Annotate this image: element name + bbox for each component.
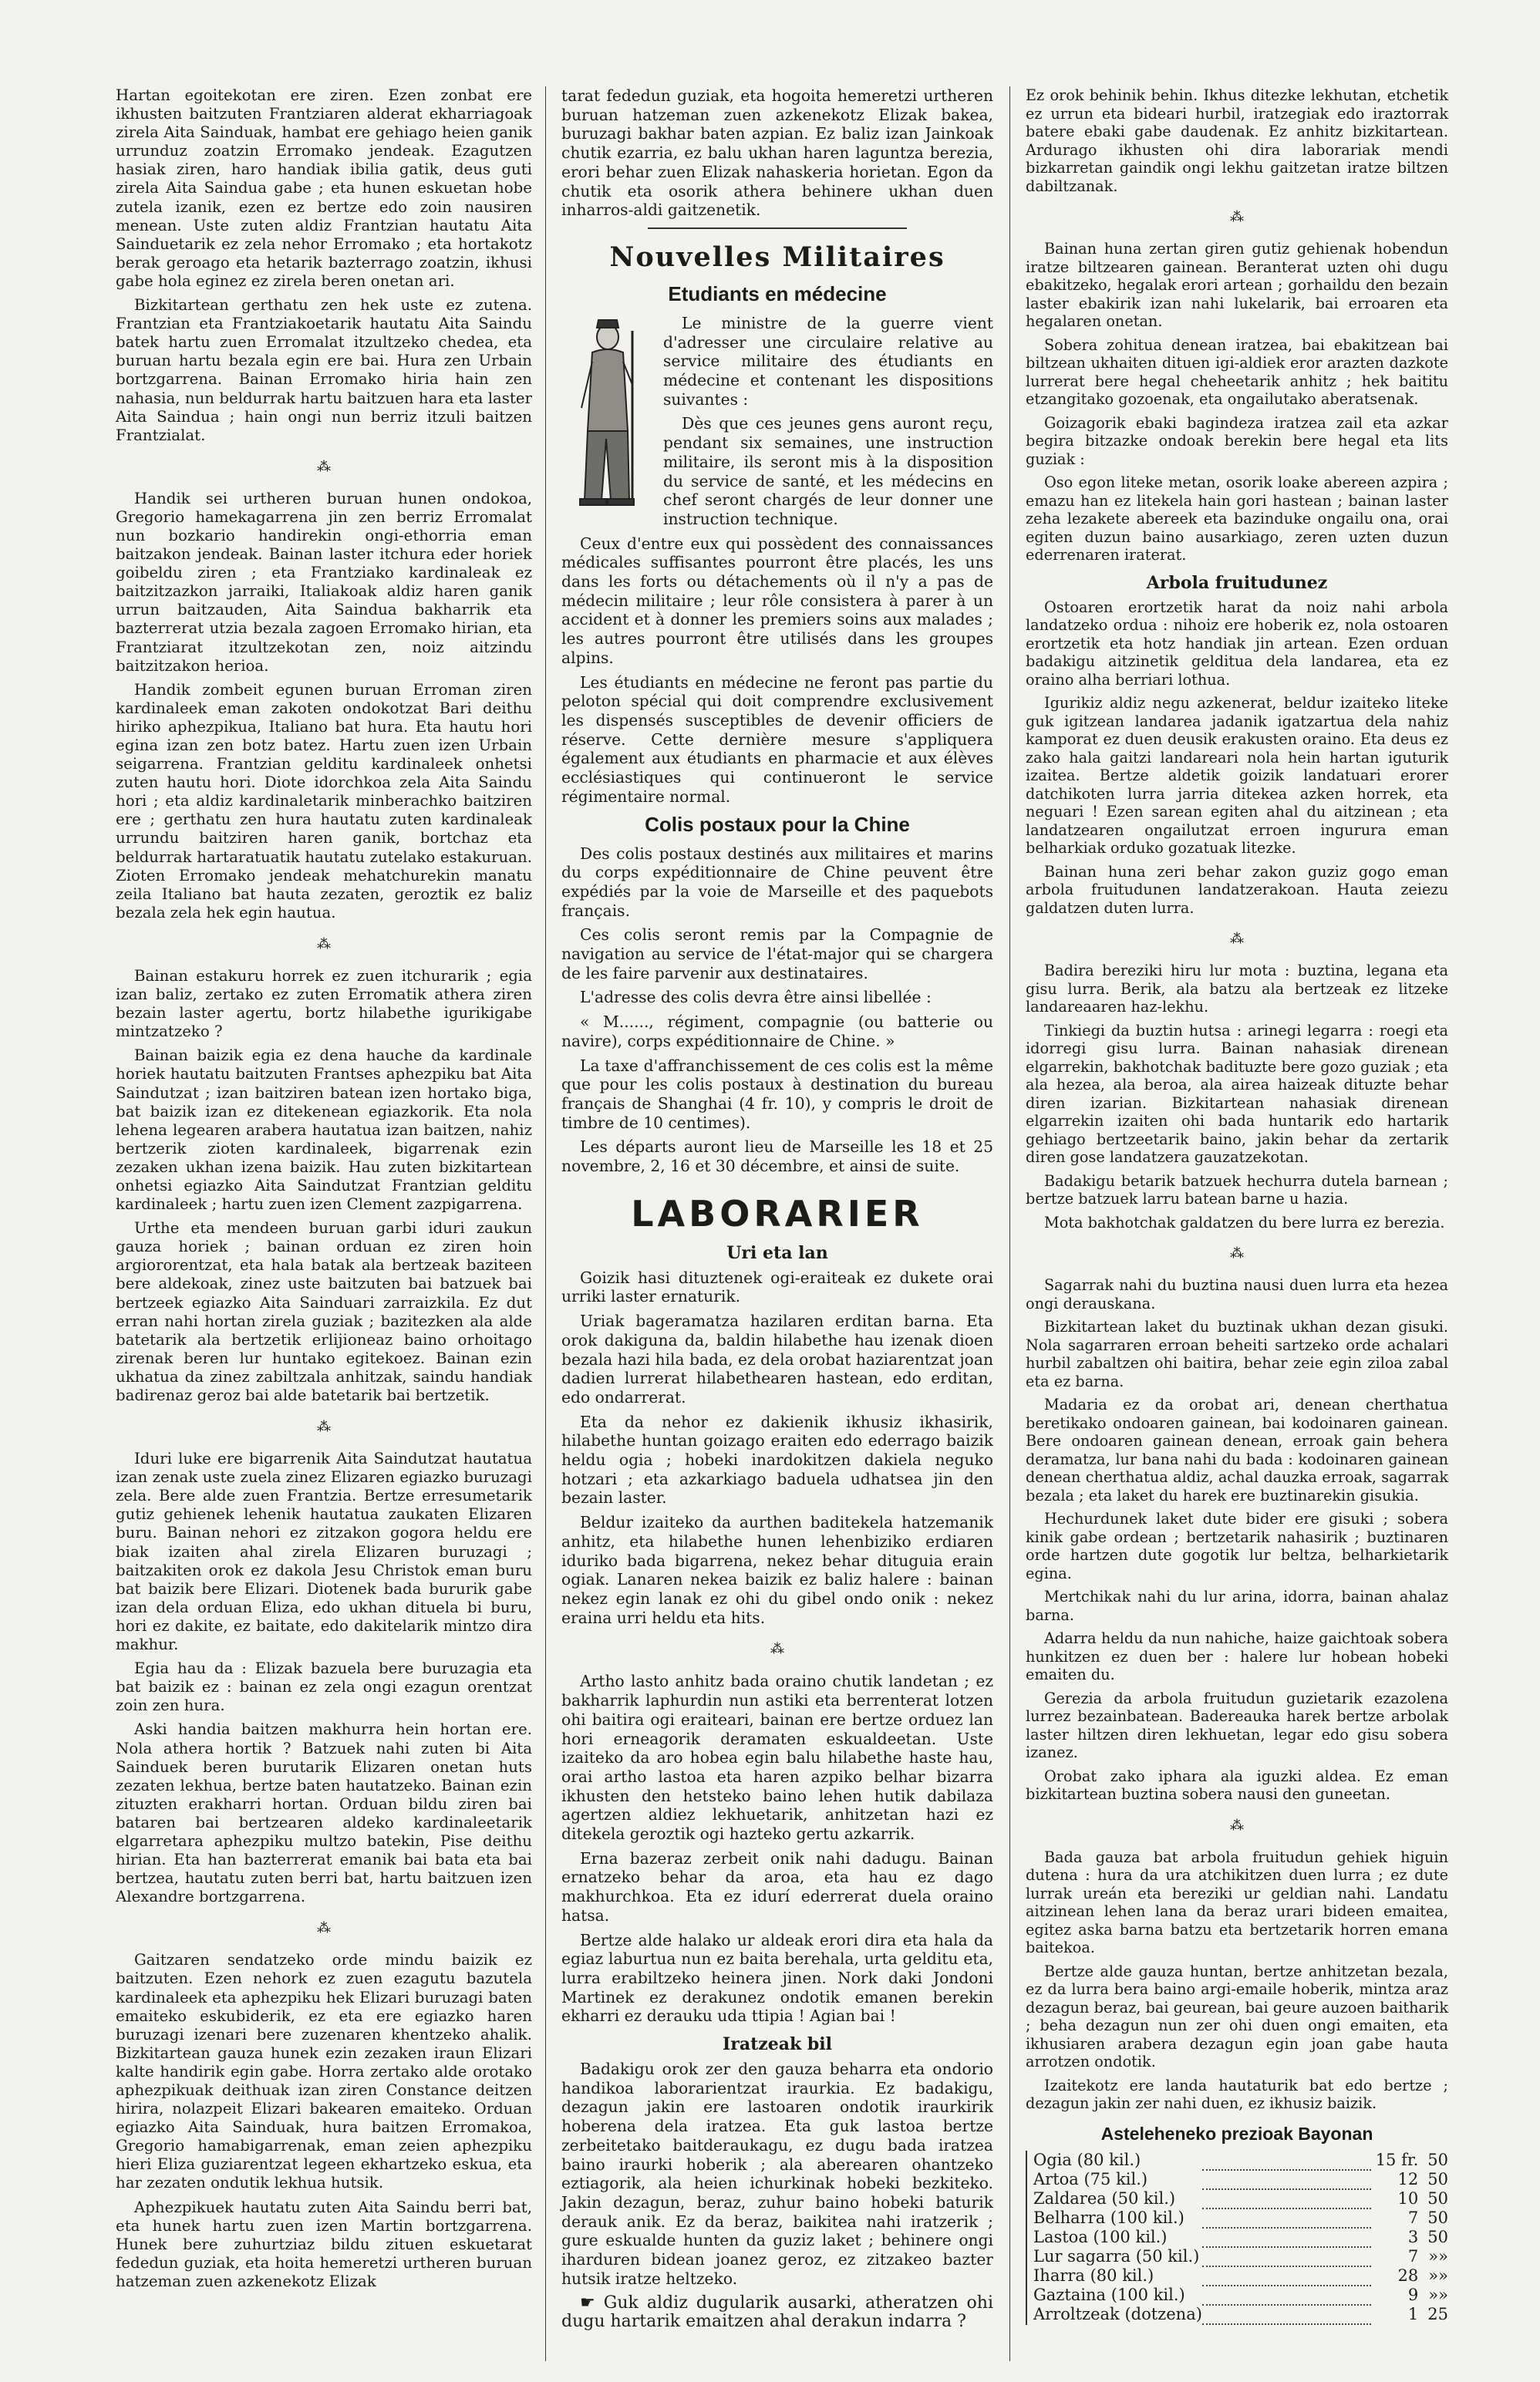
article-paragraph: Les départs auront lieu de Marseille les 18 et 25 novembre, 2, 16 et 30 décembre, et ainsi de suite. bbox=[561, 1137, 993, 1176]
article-paragraph: ☛ Guk aldiz dugularik ausarki, atheratzen ohi dugu hartarik emaitzen ahal derakun indarra ? bbox=[561, 2293, 993, 2332]
price-leader-dots bbox=[1202, 2208, 1371, 2228]
article-paragraph: Egia hau da : Elizak bazuela bere buruzagia eta bat baizik ez : bainan ez zela ongi ezagun orentzat zoin zen hura. bbox=[116, 1659, 532, 1715]
section-banner-nouvelles-militaires: Nouvelles Militaires bbox=[609, 241, 945, 273]
price-value-major: 7 bbox=[1407, 2247, 1419, 2266]
column-rule-right bbox=[1009, 86, 1010, 2361]
article-paragraph: Les étudiants en médecine ne feront pas partie du peloton spécial qui doit comprendre exclusivement les dispensés susceptibles de devenir officiers de réserve. Cette dernière mesure s'appliquera également aux étudiants en pharmacie et aux élèves ecclésiastiques qui continueront le service régimentaire normal. bbox=[561, 672, 993, 806]
article-paragraph: Handik zombeit egunen buruan Erroman ziren kardinaleek eman zakoten ondokotzat Bari deithu hiriko aphezpikua, Italiano bat hura. Eta hautu hori egina izan zen botz batez. Hartu zuen izen Urbain seigarrena. Frantzian gelditu kardinaleek onhetsi zuten hautu hori. Diote idorchkoa zela Aita Saindu hori ; eta aldiz kardinaletarik minberachko baitziren ere ; gerthatu zen hura hautatu zuten kardinaleak urrundu baitziren haren ganik, bortchaz eta beldurrak hartaratuatik hautatu zutelako estakuruan. Zioten Erromako jendeak mehatchurekin manatu zeila Italiano bat hauta zezaten, geroztik ez baliz bezala zela hek egin hautua. bbox=[116, 680, 532, 921]
article-paragraph: Beldur izaiteko da aurthen baditekela hatzemanik anhitz, eta hilabethe hunen lehenbiziko erdiaren iduriko bada bigarrena, nekez behar dituguia erain ogiak. Lanaren nekea baizik ez baliz halere : bainan nekez egin lanak ez ohi du gibel ondo onik : nekez eraina urri heldu eta hits. bbox=[561, 1513, 993, 1627]
price-value-major: 15 fr. bbox=[1375, 2151, 1419, 2169]
article-paragraph: Iduri luke ere bigarrenik Aita Saindutzat hautatua izan zenak uste zuela zinez Elizaren egiazko buruzagi zela. Bere alde zuen Frantzia. Bertze erresumetarik gutiz gehienek lehenik hautatua zaukaten Elizaren buru. Bainan nehori ez zitzakon gogora heldu ere biak izaiten ahal zirela Elizaren buruzagi ; baitzakiten orok ez dakola Jesu Christok eman buru bat baizik bere Elizari. Diotenek bada bururik gabe izan dela orduan Eliza, edo ukhan dituela bi buru, hori ez dakite, ez baitate, edo dakitelarik mintzo dira makhur. bbox=[116, 1450, 532, 1654]
price-row bbox=[1033, 2247, 1448, 2266]
price-item-name: Arroltzeak (dotzena) bbox=[1033, 2305, 1202, 2323]
price-value-minor: 50 bbox=[1427, 2151, 1448, 2169]
price-value-minor: 50 bbox=[1427, 2189, 1448, 2208]
price-item-name: Iharra (80 kil.) bbox=[1033, 2266, 1154, 2285]
article-paragraph: Mertchikak nahi du lur arina, idorra, bainan ahalaz barna. bbox=[1026, 1588, 1448, 1624]
price-row bbox=[1033, 2228, 1448, 2247]
price-value-major: 10 bbox=[1397, 2189, 1419, 2208]
price-value-major: 9 bbox=[1407, 2286, 1419, 2304]
price-value-major: 3 bbox=[1407, 2228, 1419, 2246]
article-paragraph: Adarra heldu da nun nahiche, haize gaichtoak sobera hunkitzen ez duen ber : halere lur hobean hobeki emaiten du. bbox=[1026, 1629, 1448, 1683]
section-asterism: ⁂ bbox=[317, 1419, 331, 1436]
article-paragraph: Sobera zohitua denean iratzea, bai ebakitzean bai biltzean ukhaiten dituen igi-aldiek eror arazten dazkote lurrerat bere hegal cheheetarik anhitz ; hek baititu etzangitako gozoenak, eta ongailutako aberatsenak. bbox=[1026, 335, 1448, 408]
price-item-name: Lastoa (100 kil.) bbox=[1033, 2228, 1168, 2246]
article-paragraph: Sagarrak nahi du buztina nausi duen lurra eta hezea ongi derauskana. bbox=[1026, 1276, 1448, 1312]
price-row bbox=[1033, 2151, 1448, 2170]
article-paragraph: Izaitekotz ere landa hautaturik bat edo bertze ; dezagun jakin zer nahi duen, ez ikhusiz baizik. bbox=[1026, 2076, 1448, 2112]
article-paragraph: Gaitzaren sendatzeko orde mindu baizik ez baitzuten. Ezen nehork ez zuen ezagutu bazutela kardinaleek eta aphezpiku hek Elizari buruzagi baten emaiteko eskubiderik, ez eta ere egiazko haren buruzagi izenari bere zuzenaren khentzeko ahalik. Bizkitartean gauza hunek ezin zezaken iraun Elizari kalte handirik egin gabe. Horra zertako alde orotako aphezpikuak deithuak izan ziren Constance deitzen hirira, nolazpeit Elizari bakearen emaiteko. Orduan egiazko Aita Sainduak, hura baitzen Erromakoa, Gregorio hamabigarrenak, eman zeien aphezpiku hieri Eliza guziarentzat legeen ekhartzeko eskua, eta har zezaten ondutik lekhua hutsik. bbox=[116, 1951, 532, 2192]
article-paragraph: Uriak bageramatza hazilaren erditan barna. Eta orok dakiguna da, baldin hilabethe hau izenak dioen bezala hazi hila bada, ez dela orobat haziarentzat joan dadien lurrerat hilabethearen hastean, edo erditan, edo ondarrerat. bbox=[561, 1312, 993, 1407]
price-list bbox=[1026, 2151, 1448, 2325]
section-asterism: ⁂ bbox=[1230, 931, 1244, 947]
article-paragraph: Bertze alde halako ur aldeak erori dira eta hala da egiaz laburtua nun ez baita berehala, urta gelditu eta, lurra erabiltzeko heinera jinen. Nork daki Jondoni Martinek ez derakunez ondotik emanen berekin ekharri ez derauku uda ttipia ! Agian bai ! bbox=[561, 1930, 993, 2026]
article-heading: Etudiants en médecine bbox=[668, 281, 887, 305]
price-leader-dots bbox=[1202, 2286, 1371, 2305]
price-value-major: 28 bbox=[1397, 2266, 1419, 2285]
article-paragraph: Handik sei urtheren buruan hunen ondokoa, Gregorio hamekagarrena jin zen berriz Erromalat nun bozkario handirekin ongi-ethorria eman baitzakon jendeak. Bainan laster itchura eder horiek goibeldu ziren ; eta Frantziako kardinaleak ez baitzitzazkon jarraiki, Italiakoak aldiz haren ganik urrun baitzauden, Aita Saindua bakharrik eta bazterrerat utzia bezala zagoen Erromako hirian, eta Frantziarat itzultzekotan zen, noiz aitzindu baitzitzakon herioa. bbox=[116, 489, 532, 675]
price-value-minor: 25 bbox=[1427, 2305, 1448, 2323]
price-row bbox=[1033, 2266, 1448, 2286]
article-paragraph: tarat fededun guziak, eta hogoita hemeretzi urtheren buruan hatzeman zuen azkenekotz Elizak bakea, buruzagi bakhar baten azpian. Ez baliz izan Jainkoak chutik ezarria, ez balu ukhan haren laguntza berezia, erori behar zuen Elizak nahaskeria horietan. Egon da chutik eta osorik athera behinere ukhan duen inharros-aldi gaitzenetik. bbox=[561, 86, 993, 220]
section-asterism: ⁂ bbox=[1230, 1245, 1244, 1262]
article-paragraph: Tinkiegi da buztin hutsa : arinegi legarra : roegi eta idorregi gisu lurra. Bainan nahasiak direnean elgarrekin, bakhotchak badituzte bere gozo guziak ; eta ala hezea, ala beroa, ala airea haizeak dituzte behar diren izarian. Bizkitartean nahasiak direnean elgarrekin izaiten ohi bada huntarik edo hartarik gehiago bertzeetarik baino, jakin behar da zertarik diren gose landatzera gauzatzekotan. bbox=[1026, 1021, 1448, 1166]
price-leader-dots bbox=[1202, 2170, 1371, 2189]
price-row bbox=[1033, 2305, 1448, 2324]
section-divider bbox=[648, 227, 907, 229]
column-rule-left bbox=[545, 86, 546, 2361]
article-paragraph: Badira bereziki hiru lur mota : buztina, legana eta gisu lurra. Berik, ala batzu ala bertzeak ez litzeke landareaaren haz-lekhu. bbox=[1026, 962, 1448, 1016]
article-heading: Arbola fruitudunez bbox=[1146, 572, 1328, 593]
price-row bbox=[1033, 2189, 1448, 2208]
article-paragraph: Bainan huna zertan giren gutiz gehienak hobendun iratze biltzearen gainean. Beranterat uzten ohi dugu ebakitzeko, hegalak erori artean ; gorhaildu den bezain laster ebakirik izan nahi lukelarik, bai erroaren eta hegalaren onetan. bbox=[1026, 240, 1448, 330]
section-asterism: ⁂ bbox=[1230, 1817, 1244, 1834]
article-paragraph: Urthe eta mendeen buruan garbi iduri zaukun gauza horiek ; bainan orduan ez ziren hoin argiororentzat, eta hala batak ala bertzeak baziteen bere aldekoak, zinez uste baitzuten bai batzuek bai bertzeek egiazko Aita Sainduari zarraizkila. Ez dut erran nahi hortan zirela guziak ; bazitezken ala alde batetarik ala bertzetik erlijioneaz baino orhoitago zirenak beren lur huntako egitekoez. Bainan ezin ukhatua da zinez zabiltzala anhitzak, saindu handiak badirenaz geroz bai alde batetarik bai bertzetik. bbox=[116, 1219, 532, 1404]
article-paragraph: Hechurdunek laket dute bider ere gisuki ; sobera kinik gabe ordean ; bertzetarik nahasirik ; buztinaren orde hartzen dute gogotik lur beltza, belharkietarik egina. bbox=[1026, 1510, 1448, 1582]
article-paragraph: Le ministre de la guerre vient d'adresser une circulaire relative au service militaire des étudiants en médecine et contenant les dispositions suivantes : bbox=[663, 313, 993, 409]
article-paragraph: Bainan estakuru horrek ez zuen itchurarik ; egia izan baliz, zertako ez zuten Erromatik athera ziren bezain laster agertu, bortz hilabethe igurikigabe mintzatzeko ? bbox=[116, 966, 532, 1041]
article-paragraph: Bainan huna zeri behar zakon guziz gogo eman arbola fruitudunen landatzerakoan. Hauta zeiezu galdatzen duten lurra. bbox=[1026, 862, 1448, 917]
price-value-major: 1 bbox=[1407, 2305, 1419, 2323]
article-paragraph: Bainan baizik egia ez dena hauche da kardinale horiek hautatu baitzuten Frantses aphezpiku bat Aita Saindutzat ; izan baitziren batean izen hortako biga, bat baizik izan ez ditekenean egiazkorik. Eta nola lehena legearen arabera hautatua izan baitzen, nahiz bertzerik zioten kardinaleek, bigarrenak ezin zezaken ukhan izena baizik. Hau zuten bizkitartean onhetsi egiazko Aita Saindutzat Frantzian gelditu kardinaleek ; hartu zuen izen Clement zazpigarrena. bbox=[116, 1046, 532, 1214]
article-paragraph: La taxe d'affranchissement de ces colis est la même que pour les colis postaux à destination du bureau français de Shanghai (4 fr. 10), y compris le droit de timbre de 10 centimes). bbox=[561, 1056, 993, 1132]
price-item-name: Ogia (80 kil.) bbox=[1033, 2151, 1141, 2169]
section-asterism: ⁂ bbox=[317, 458, 331, 475]
article-heading: Iratzeak bil bbox=[722, 2034, 833, 2055]
price-value-minor: »» bbox=[1428, 2266, 1448, 2285]
price-value-minor: »» bbox=[1428, 2247, 1448, 2266]
price-item-name: Gaztaina (100 kil.) bbox=[1033, 2286, 1185, 2304]
article-paragraph: Hartan egoitekotan ere ziren. Ezen zonbat ere ikhusten baitzuten Frantziaren alderat ekharriagoak zirela Aita Sainduak, hambat ere gehiago heien ganik urrunduz zoatzin Erromako jendeak. Ezagutzen hasiak ziren, haro handiak ibilia gatik, deus guti zirela Aita Saindua gabe ; eta hunen eskuetan hobe zutela izanik, ezen ez bertze edo zoin nausiren menean. Uste zuten aldiz Frantzian hautatu Aita Sainduetarik ez zela nehor Erromako ; eta hortakotz berak geroago eta hetarik bazterrago zoatzin, ikhusi gabe hola eginez ez zirela beren onetan ari. bbox=[116, 86, 532, 290]
price-value-major: 12 bbox=[1397, 2170, 1419, 2188]
price-leader-dots bbox=[1202, 2305, 1371, 2324]
article-paragraph: Bada gauza bat arbola fruitudun gehiek higuin dutena : hura da ura atchikitzen duen lurra ; ez dute lurrak ureán eta bereziki ur geldian nahi. Landatu aitzinean lehen lana da beraz urari bideen emaitea, egitez aska barna batzu eta bertzetarik horren emana baitekoa. bbox=[1026, 1848, 1448, 1956]
price-leader-dots bbox=[1202, 2189, 1371, 2208]
article-paragraph: Orobat zako iphara ala iguzki aldea. Ez eman bizkitartean buztina sobera nausi den guneetan. bbox=[1026, 1767, 1448, 1803]
section-asterism: ⁂ bbox=[317, 935, 331, 952]
article-paragraph: Aski handia baitzen makhurra hein hortan ere. Nola athera hortik ? Batzuek nahi zuten bi Aita Sainduek beren burutarik Elizaren onetan huts zezaten lekhua, bertze baten hautatzeko. Bainan ezin zituzten erakharri hortan. Orduan bildu ziren bai bataren bai bertzearen aldeko kardinaleetarik elgarretara aphezpiku multzo batekin, Pise deithu hirian. Eta han bazterrerat emanik bai bata eta bai bertzea, hautatu zuten berri bat, hartu baitzuen izen Alexandre bortzgarrena. bbox=[116, 1720, 532, 1906]
price-leader-dots bbox=[1202, 2228, 1371, 2247]
price-row bbox=[1033, 2286, 1448, 2305]
price-leader-dots bbox=[1202, 2266, 1371, 2286]
article-paragraph: Badakigu orok zer den gauza beharra eta ondorio handikoa laborarientzat iraurkia. Ez badakigu, dezagun jakin ere lastoaren ondotik iraurkirik hoberena dela iratzea. Eta guk lastoa bertze zerbeitetako baitderaukagu, ez dugu bada iratzea baino iraurki hoberik ; ala aberearen ohantzeko eztiagorik, ala heien ichurkinak hobeki bezkiteko. Jakin dezagun, beraz, zuhur baino hobeki baturik derauk anik. Ez da beraz, baikitea nahi iratzerik ; gure eskualde hunten da guziz laket ; behinere ongi iharduren bidean joanez geroz, ez zitzakeo bazter hutsik iratze heltzeko. bbox=[561, 2060, 993, 2288]
article-paragraph: Ces colis seront remis par la Compagnie de navigation au service de l'état-major qui se chargera de les faire parvenir aux destinataires. bbox=[561, 925, 993, 982]
price-item-name: Artoa (75 kil.) bbox=[1033, 2170, 1148, 2188]
section-asterism: ⁂ bbox=[317, 1920, 331, 1937]
article-paragraph: L'adresse des colis devra être ainsi libellée : bbox=[580, 988, 932, 1007]
article-paragraph: Badakigu betarik batzuek hechurra dutela barnean ; bertze batzuek larru batean barne u hazia. bbox=[1026, 1171, 1448, 1208]
price-item-name: Lur sagarra (50 kil.) bbox=[1033, 2247, 1200, 2266]
article-paragraph: Bizkitartean laket du buztinak ukhan dezan gisuki. Nola sagarraren erroan beheiti sartzeko orde achalari hurbil zabaltzen ohi baitira, behar zeie egin ziloa zabal eta ez barna. bbox=[1026, 1318, 1448, 1390]
price-item-name: Belharra (100 kil.) bbox=[1033, 2208, 1184, 2227]
price-row bbox=[1033, 2208, 1448, 2228]
article-paragraph: Dès que ces jeunes gens auront reçu, pendant six semaines, une instruction militaire, ils seront mis à la disposition du service de santé, et les médecins en chef seront chargés de leur donner une instruction technique. bbox=[663, 414, 993, 528]
article-paragraph: Erna bazeraz zerbeit onik nahi dadugu. Bainan ernatzeko behar da aroa, eta hau ez dago makhurchkoa. Eta ez idurí ederrerat duela oraino hatsa. bbox=[561, 1848, 993, 1925]
article-paragraph: Ostoaren erortzetik harat da noiz nahi arbola landatzeko ordua : nihoiz ere hoberik ez, nola ostoaren erortzetik eta hotz handiak jin artean. Ezen orduan badakigu aitzinetik gelditua dela landarea, eta ez oraino alha berriari lothua. bbox=[1026, 598, 1448, 689]
article-paragraph: Madaria ez da orobat ari, denean cherthatua beretikako ondoaren gainean, bai kodoinaren gainean. Bere ondoaren gainean denean, erroak gain behera deramatza, lur bana nahi du bada : kodoinaren gainean denean cherthatua aldiz, achal dauzka erroak, sagarrak bezala ; eta laket du harek ere buztinarekin gisukia. bbox=[1026, 1396, 1448, 1504]
article-paragraph: Gerezia da arbola fruitudun guzietarik ezazolena lurrez bezainbatean. Badereauka harek bertze arbolak laster hiltzen diren lekhuetan, legar edo gisu sobera izanez. bbox=[1026, 1689, 1448, 1761]
column-right bbox=[1026, 86, 1448, 2325]
article-paragraph: Artho lasto anhitz bada oraino chutik landetan ; ez bakharrik laphurdin nun astiki eta berrenterat lotzen ohi baitira ogi eraiteari, bainan ere bertze orduez lan hori erneagorik deramaten eskualdeetan. Uste izaiteko da aro hobea egin balu hilabethe haste hau, orai artho lastoa eta haren azpiko belhar bizarra ikhusten den hetsteko baino lehen hutik dabilaza agertzen aldiez lekhuetarik, anhitzetan hazi ez ditekela geroztik ogi hazteko gertu azkarrik. bbox=[561, 1672, 993, 1844]
article-paragraph: Oso egon liteke metan, osorik loake abereen azpira ; emazu han ez litekela hain gori hastean ; bainan laster zeha lezakete abereek eta bazinduke ongailu ona, orai egiten duzun baino ausarkiago, zeren uzten duzun ederrenaren iraterat. bbox=[1026, 473, 1448, 564]
price-leader-dots bbox=[1202, 2247, 1371, 2266]
article-paragraph: Ez orok behinik behin. Ikhus ditezke lekhutan, etchetik ez urrun eta bideari hurbil, iratzegiak edo iraztorrak batere ebaki gabe daudenak. Ez anhitz bizkitartean. Ardurago ikhusten ohi dira laborariak mendi bizkarretan gaindik ongi lekhu gaitzetan iratze biltzen dabiltzanak. bbox=[1026, 86, 1448, 195]
price-table bbox=[1033, 2151, 1448, 2325]
section-asterism: ⁂ bbox=[770, 1641, 784, 1658]
soldier-illustration bbox=[561, 315, 652, 516]
article-heading: Colis postaux pour la Chine bbox=[645, 812, 910, 836]
price-value-minor: 50 bbox=[1427, 2170, 1448, 2188]
article-paragraph: Mota bakhotchak galdatzen du bere lurra ez berezia. bbox=[1044, 1213, 1445, 1231]
price-value-major: 7 bbox=[1407, 2208, 1419, 2227]
price-value-minor: »» bbox=[1428, 2286, 1448, 2304]
article-paragraph: Aphezpikuek hautatu zuten Aita Saindu berri bat, eta hunek hartu zuen izen Martin bortzgarrena. Hunek bere zuhurtziaz bildu zituen eskuetarat fededun guziak, eta hoita hemeretzi urtheren buruan hatzeman zuen azkenekotz Elizak bbox=[116, 2198, 532, 2290]
article-paragraph: Goizagorik ebaki bagindeza iratzea zail eta azkar begira bitzazke ondoak berekin bere hegal eta lits guziak : bbox=[1026, 413, 1448, 468]
price-item-name: Zaldarea (50 kil.) bbox=[1033, 2189, 1176, 2208]
article-heading: Uri eta lan bbox=[726, 1242, 828, 1263]
article-paragraph: Goizik hasi dituztenek ogi-eraiteak ez dukete orai urriki laster ernaturik. bbox=[561, 1268, 993, 1306]
price-value-minor: 50 bbox=[1427, 2208, 1448, 2227]
price-value-minor: 50 bbox=[1427, 2228, 1448, 2246]
article-paragraph: Bizkitartean gerthatu zen hek uste ez zutena. Frantzian eta Frantziakoetarik hautatu Aita Saindu batek hartu zuen Erromalat itzultzeko chedea, eta buruan hartu bezala egin ere bai. Hura zen Urbain bortzgarrena. Bainan Erromako hiria hain zen nahasia, nun beldurrak hartu baitzuen hara eta laster Aita Saindua ; hain ongi nun berriz itzuli baitzen Frantzialat. bbox=[116, 296, 532, 444]
price-row bbox=[1033, 2170, 1448, 2189]
section-asterism: ⁂ bbox=[1230, 209, 1244, 225]
column-middle bbox=[561, 86, 993, 2337]
section-banner-laborarier: LABORARIER bbox=[631, 1192, 924, 1235]
article-paragraph: « M......, régiment, compagnie (ou batterie ou navire), corps expéditionnaire de Chine. » bbox=[561, 1012, 993, 1050]
article-paragraph: Des colis postaux destinés aux militaires et marins du corps expéditionnaire de Chine peuvent être expédiés par la voie de Marseille et des paquebots français. bbox=[561, 844, 993, 920]
article-paragraph: Igurikiz aldiz negu azkenerat, beldur izaiteko liteke guk igitzean landarea jadanik igatzartua dela nahiz kamporat ez duen deusik erakusten oraino. Eta deus ez zako hala gaitzi landareari nola hein hartan iguturik izaitea. Bertze aldetik goizik landatuari erorer datchikoten lurra jarria ditekea azken horrek, eta neguari ! Ezen sarean egiten ahal du aitzinean ; eta landatzearen ongailutzat erroen ingurura eman belharkiak orduko gozatuak litezke. bbox=[1026, 694, 1448, 857]
article-paragraph: Bertze alde gauza huntan, bertze anhitzetan bezala, ez da lurra bera baino argi-emaile hoberik, mintza araz dezagun beraz, bai geurean, bai geure auzoen baitharik ; beha dezagun nun zer ohi duen ongi emaiten, eta ikhusiaren arabera dezagun egin joan gabe hauta arrotzen ondotik. bbox=[1026, 1962, 1448, 2070]
column-left bbox=[116, 86, 532, 2296]
price-list-title: Asteleheneko prezioak Bayonan bbox=[1100, 2123, 1373, 2144]
article-paragraph: Eta da nehor ez dakienik ikhusiz ikhasirik, hilabethe huntan goizago eraiten edo ederrago baizik heldu ogia ; hobeki inardokitzen dakiela neguko hotzari ; eta azkarkiago baduela udhatsea jin den bezain laster. bbox=[561, 1412, 993, 1508]
price-leader-dots bbox=[1202, 2151, 1371, 2170]
article-paragraph: Ceux d'entre eux qui possèdent des connaissances médicales suffisantes pourront être placés, les uns dans les forts ou détachements où il n'y a pas de médecin militaire ; leur rôle consistera à parer à un accident et à donner les premiers soins aux malades ; les autres pourront être utilisés dans les groupes alpins. bbox=[561, 534, 993, 667]
